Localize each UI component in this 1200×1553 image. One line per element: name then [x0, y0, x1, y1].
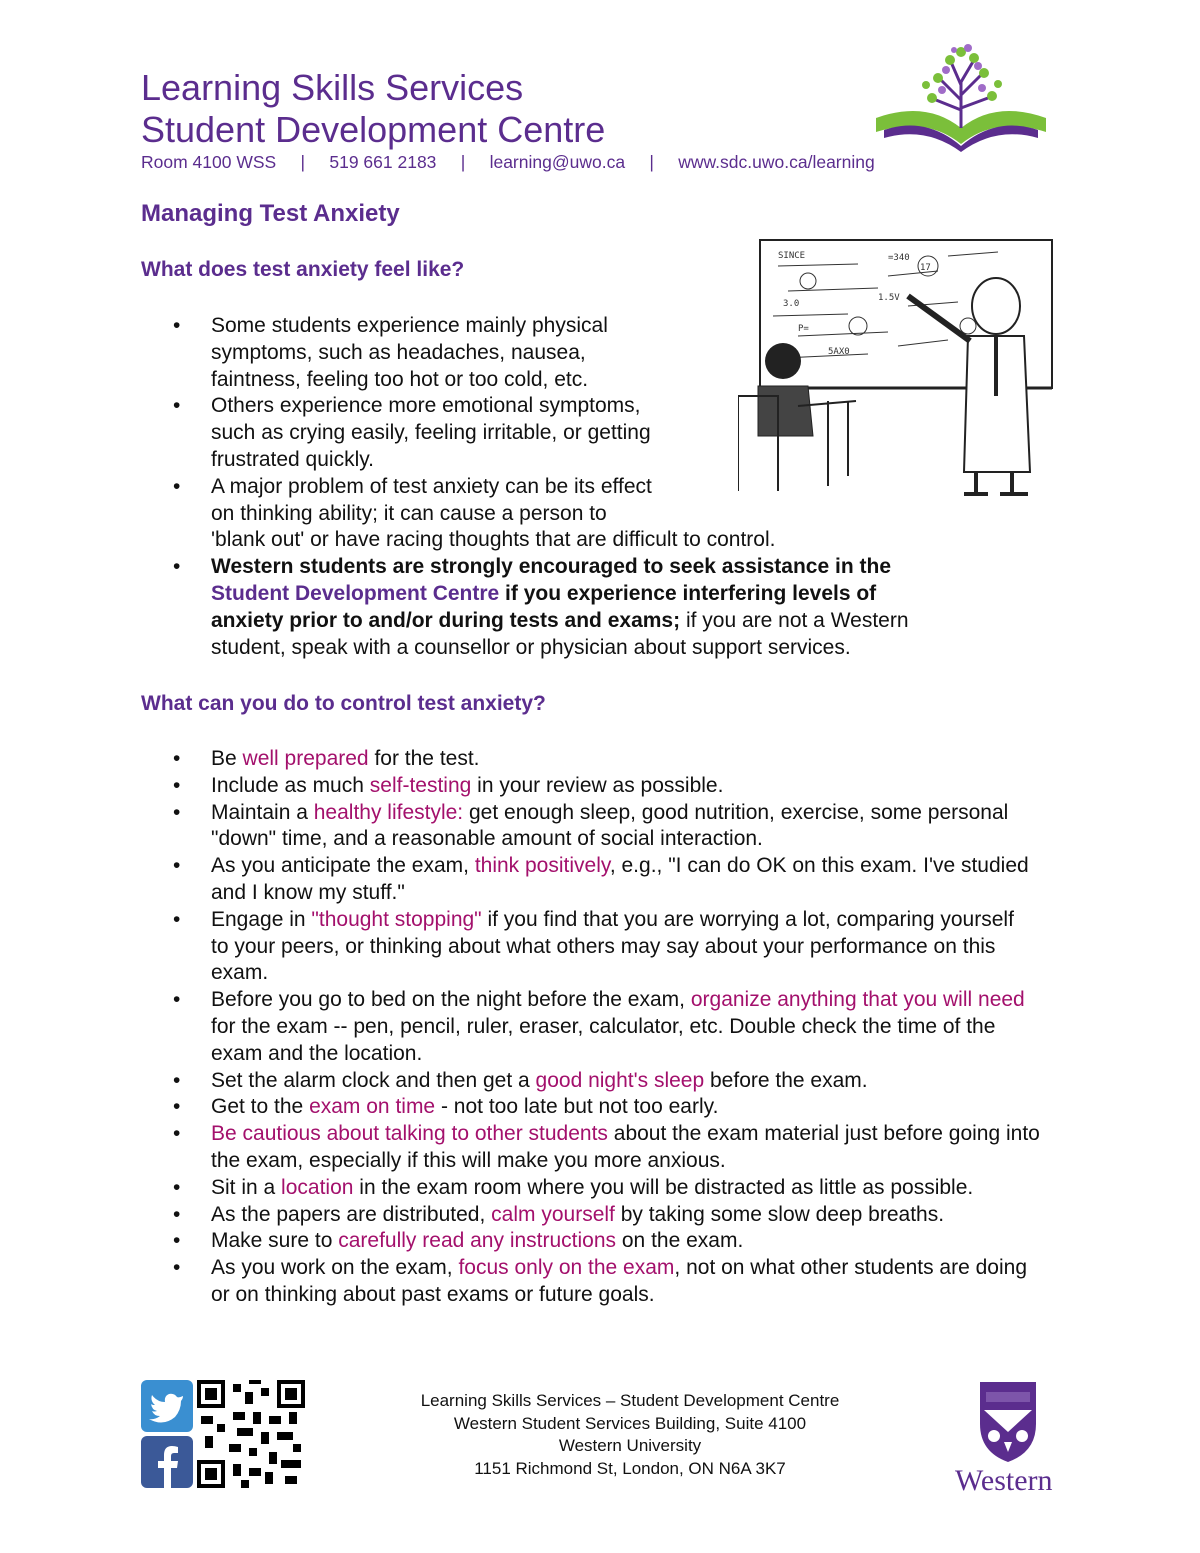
tip-text: if you find that you are worrying a lot, comparing yourself to your peers, or thinking about what others may say about your performance on this exam. [211, 907, 1014, 985]
footer-line: Learning Skills Services – Student Development Centre [420, 1391, 840, 1410]
tip-text: Engage in [211, 907, 312, 931]
tip-text: in your review as possible. [471, 773, 724, 797]
header-title-line1: Learning Skills Services [141, 67, 524, 108]
list-item [0, 554, 1060, 661]
facebook-icon[interactable] [141, 1436, 193, 1488]
tip-text: get enough sleep, good nutrition, exercise, some personal "down" time, and a reasonable amount of social interaction. [211, 800, 1009, 851]
footer-line: 1151 Richmond St, London, ON N6A 3K7 [474, 1458, 786, 1478]
tip-highlight: organize anything that you will need [690, 988, 1025, 1012]
tip-highlight: well prepared [242, 747, 369, 770]
tip-text: before the exam. [704, 1068, 868, 1092]
tip-text: on the exam. [616, 1229, 744, 1253]
tip-text: , e.g., "I can do OK on this exam. I've studied and I know my stuff." [211, 854, 1029, 904]
list-item [0, 1202, 1070, 1229]
tip-highlight: location [281, 1175, 354, 1199]
tip-text: in the exam room where you will be distracted as little as possible. [353, 1175, 974, 1199]
tip-highlight: carefully read any instructions [338, 1229, 617, 1253]
symptoms-list [0, 313, 1060, 661]
svg-text:P=: P= [798, 324, 809, 334]
list-item: • Others experience more emotional symptoms, such as crying easily, feeling irritable, or getting frustrated quickly. [0, 393, 1060, 473]
footer-line: Western Student Services Building, Suite 4100 [453, 1413, 807, 1433]
list-item [0, 853, 1070, 907]
tip-highlight: calm yourself [491, 1202, 615, 1226]
tip-text: Sit in a [211, 1175, 282, 1199]
tip-highlight: self-testing [369, 773, 472, 797]
item4-normal: if you are not a Western student, speak with a counsellor or physician about support services. [211, 608, 909, 659]
tips-list [0, 746, 1070, 1309]
list-item [0, 800, 1070, 854]
tip-highlight: Be cautious about talking to other students [211, 1122, 608, 1146]
list-item [0, 1068, 1070, 1095]
tip-highlight: healthy lifestyle: [313, 800, 464, 824]
header-title-line2: Student Development Centre [141, 109, 606, 150]
tip-highlight: think positively [474, 854, 610, 878]
tip-highlight: focus only on the exam [458, 1256, 675, 1280]
item4-bold1: Western students are strongly encouraged to seek assistance in the [211, 555, 891, 579]
footer-address [380, 1390, 880, 1480]
tip-highlight: good night's sleep [535, 1068, 705, 1092]
tip-text: for the exam -- pen, pencil, ruler, eraser, calculator, etc. Double check the time of the exam and the location. [211, 1014, 996, 1065]
tip-text: Before you go to bed on the night before the exam, [211, 988, 691, 1012]
list-item [0, 1228, 1070, 1255]
list-item: • Some students experience mainly physical symptoms, such as headaches, nausea, faintness, feeling too hot or too cold, etc. [0, 313, 1060, 393]
svg-text:=340: =340 [888, 253, 910, 263]
tip-text: Make sure to [211, 1229, 339, 1253]
qr-code-icon[interactable] [197, 1380, 305, 1488]
tree-book-logo-icon [866, 40, 1056, 152]
svg-text:5AX0: 5AX0 [828, 347, 850, 357]
tip-text: As the papers are distributed, [211, 1202, 492, 1226]
list-item [0, 1121, 1070, 1175]
tip-text: Set the alarm clock and then get a [211, 1068, 536, 1092]
list-item [0, 987, 1070, 1067]
tip-text: - not too late but not too early. [435, 1095, 719, 1119]
tip-text: by taking some slow deep breaths. [614, 1202, 945, 1226]
tip-text: As you work on the exam, [211, 1256, 459, 1280]
sdc-link[interactable]: Student Development Centre [211, 581, 500, 605]
svg-text:17: 17 [920, 263, 931, 273]
tip-text: for the test. [368, 747, 480, 770]
document-title: Managing Test Anxiety [141, 200, 400, 227]
section1-heading: What does test anxiety feel like? [141, 258, 465, 281]
tip-text: , not on what other students are doing or on thinking about past exams or future goals. [211, 1256, 1027, 1306]
list-item [0, 1175, 1070, 1202]
tip-text: Get to the [211, 1095, 310, 1119]
tip-highlight: exam on time [309, 1095, 436, 1119]
list-item [0, 1094, 1070, 1121]
tip-text: As you anticipate the exam, [211, 854, 475, 878]
footer-line: Western University [558, 1436, 702, 1455]
list-item [0, 773, 1070, 800]
tip-highlight: "thought stopping" [311, 907, 482, 931]
header-contact-line: Room 4100 WSS | 519 661 2183 | learning@uwo.ca | www.sdc.uwo.ca/learning [141, 152, 875, 172]
svg-text:SINCE: SINCE [778, 251, 806, 261]
list-item [0, 746, 1070, 773]
tip-text: Include as much [211, 773, 370, 797]
list-item [0, 907, 1070, 987]
item4-bold2: if you experience interfering levels of anxiety prior to and/or during tests and exams; [211, 581, 877, 632]
list-item [0, 1255, 1070, 1309]
tip-text: about the exam material just before going into the exam, especially if this will make you more anxious. [211, 1122, 1040, 1172]
svg-text:3.0: 3.0 [783, 299, 800, 309]
tip-text: Be [211, 747, 243, 770]
list-item: • A major problem of test anxiety can be its effect on thinking ability; it can cause a person to 'blank out' or have racing thoughts that are difficult to control. [0, 474, 1060, 554]
section2-heading: What can you do to control test anxiety? [141, 692, 546, 715]
svg-text:1.5V: 1.5V [878, 293, 900, 303]
western-wordmark: Western [955, 1464, 1053, 1497]
tip-text: Maintain a [211, 800, 314, 824]
twitter-icon[interactable] [141, 1380, 193, 1432]
